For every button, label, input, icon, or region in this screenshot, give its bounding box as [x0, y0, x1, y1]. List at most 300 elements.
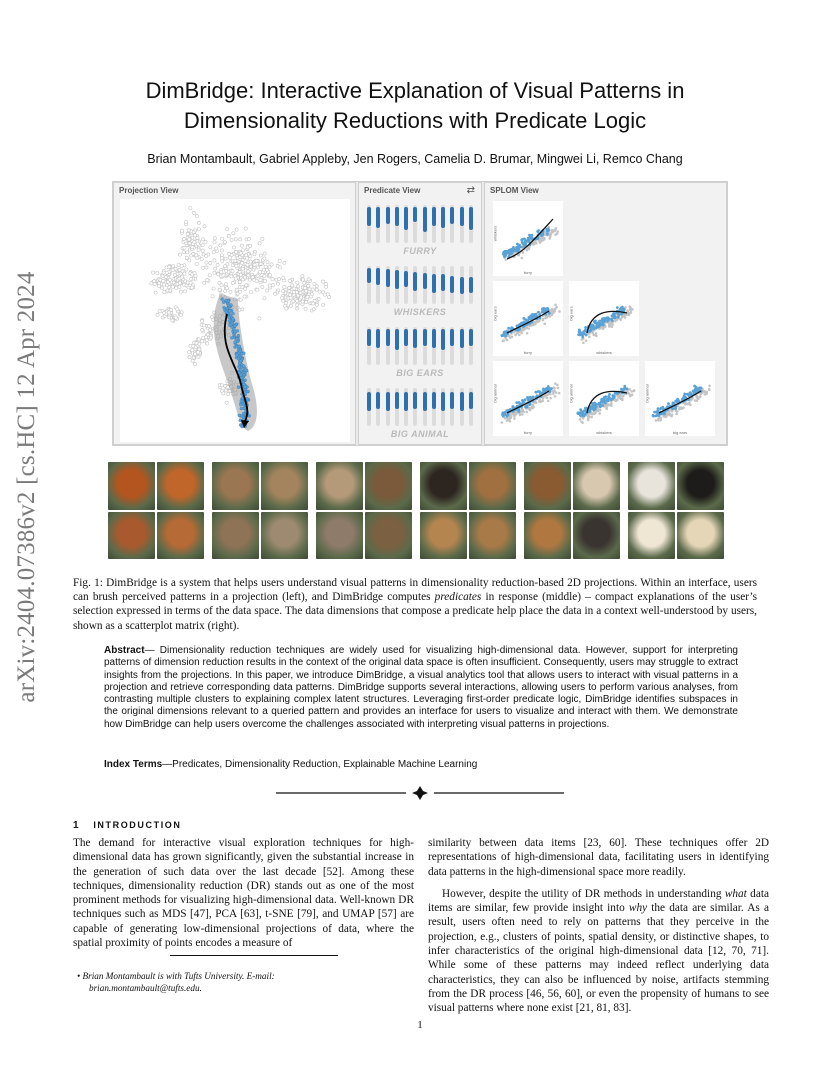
data-point	[201, 340, 204, 343]
splom-point	[668, 414, 671, 417]
data-point	[214, 267, 217, 270]
splom-point	[521, 413, 524, 416]
data-point	[259, 254, 262, 257]
splom-y-label: big animal	[492, 384, 498, 403]
predicate-label: FURRY	[403, 246, 437, 256]
data-point	[167, 311, 170, 314]
abstract-label: Abstract	[104, 645, 145, 656]
selected-point	[221, 298, 224, 301]
swap-icon[interactable]: ⇄	[466, 185, 475, 196]
splom-point	[708, 384, 711, 387]
data-point	[256, 288, 259, 291]
predicate-bar[interactable]	[367, 205, 371, 243]
splom-point	[508, 418, 511, 421]
data-point	[197, 249, 200, 252]
selected-point	[242, 365, 245, 368]
abstract	[104, 645, 738, 731]
data-point	[238, 280, 241, 283]
splom-point-selected	[657, 407, 660, 410]
projection-scatter[interactable]	[120, 199, 350, 442]
selected-point	[238, 362, 241, 365]
splom-point-selected	[652, 414, 655, 417]
data-point	[288, 286, 291, 289]
predicate-bar[interactable]	[441, 205, 445, 243]
data-point	[191, 246, 194, 249]
data-point	[178, 285, 181, 288]
predicate-bar[interactable]	[423, 266, 427, 304]
data-point	[256, 266, 259, 269]
splom-cell[interactable]	[645, 361, 715, 436]
intro-paragraph-1: The demand for interactive visual exploration techniques for high-dimensional data has grown significantly, given the substantial increase in the generation of such data over the last decade [52]. Among these techniques, dimensionality reduction (DR) stands out as one of the most prominent methods for visualizing high-dimensional data. Well-known DR techniques such as MDS [47], PCA [63], t-SNE [79], and UMAP [57] are capable of generating low-dimensional projections of data, where the spatial proximity of points encodes a measure of	[73, 837, 414, 950]
data-point	[206, 278, 209, 281]
splom-point	[520, 332, 523, 335]
splom-point	[506, 419, 509, 422]
predicate-bar[interactable]	[413, 266, 417, 304]
splom-point	[514, 334, 517, 337]
splom-point	[528, 408, 531, 411]
splom-point-selected	[502, 415, 505, 418]
splom-point	[622, 395, 625, 398]
splom-point-selected	[530, 234, 533, 237]
data-point	[311, 288, 314, 291]
data-point	[209, 336, 212, 339]
predicate-bar[interactable]	[432, 388, 436, 426]
splom-point-selected	[593, 405, 596, 408]
data-point	[166, 289, 169, 292]
predicate-bar[interactable]	[404, 205, 408, 243]
splom-point-selected	[601, 399, 604, 402]
predicate-bar[interactable]	[469, 266, 473, 304]
splom-point-selected	[695, 386, 698, 389]
animal-photo-group	[316, 462, 412, 559]
data-point	[248, 278, 251, 281]
splom-point	[629, 309, 632, 312]
selected-point	[225, 310, 228, 313]
data-point	[268, 274, 271, 277]
teaser-figure	[112, 181, 728, 446]
splom-point	[626, 313, 629, 316]
selected-point	[228, 319, 231, 322]
splom-point-selected	[616, 306, 619, 309]
data-point	[300, 296, 303, 299]
data-point	[274, 292, 277, 295]
predicate-bar[interactable]	[450, 266, 454, 304]
data-point	[186, 232, 189, 235]
selected-point	[246, 390, 249, 393]
splom-point	[525, 411, 528, 414]
data-point	[285, 301, 288, 304]
data-point	[164, 275, 167, 278]
predicate-bar[interactable]	[450, 327, 454, 365]
data-point	[308, 288, 311, 291]
data-point	[230, 275, 233, 278]
selected-point	[239, 350, 242, 353]
diamond-ornament-icon	[412, 786, 428, 800]
splom-cell[interactable]	[493, 201, 563, 276]
data-point	[212, 287, 215, 290]
predicate-bar[interactable]	[441, 327, 445, 365]
data-point	[235, 228, 238, 231]
data-point	[282, 276, 285, 279]
predicate-bar[interactable]	[423, 205, 427, 243]
data-point	[244, 254, 247, 257]
data-point	[220, 389, 223, 392]
animal-photo	[365, 462, 412, 510]
splom-point-selected	[518, 401, 521, 404]
data-point	[209, 261, 212, 264]
predicate-bar[interactable]	[413, 388, 417, 426]
splom-point	[556, 232, 559, 235]
animal-photo	[524, 462, 571, 510]
predicate-bar[interactable]	[413, 327, 417, 365]
splom-point-selected	[524, 239, 527, 242]
splom-point	[504, 258, 507, 261]
data-point	[187, 229, 190, 232]
data-point	[191, 349, 194, 352]
selected-point	[244, 368, 247, 371]
animal-photo	[212, 512, 259, 560]
data-point	[192, 211, 195, 214]
splom-point	[616, 398, 619, 401]
data-point	[178, 253, 181, 256]
predicate-bar[interactable]	[441, 388, 445, 426]
animal-photo	[573, 512, 620, 560]
predicate-bar[interactable]	[367, 327, 371, 365]
splom-point-selected	[515, 401, 518, 404]
splom-point-selected	[623, 385, 626, 388]
data-point	[171, 319, 174, 322]
footnote-line-2: brian.montambault@tufts.edu.	[89, 983, 202, 993]
data-point	[205, 342, 208, 345]
data-point	[223, 265, 226, 268]
data-point	[288, 293, 291, 296]
data-point	[226, 228, 229, 231]
splom-point-selected	[597, 322, 600, 325]
data-point	[234, 250, 237, 253]
splom-cell[interactable]	[493, 281, 563, 356]
data-point	[276, 282, 279, 285]
splom-point-selected	[612, 312, 615, 315]
splom-point	[626, 309, 629, 312]
predicate-bar[interactable]	[460, 266, 464, 304]
splom-point	[619, 318, 622, 321]
trend-path	[507, 311, 549, 333]
predicate-bar[interactable]	[367, 266, 371, 304]
splom-point-selected	[578, 412, 581, 415]
splom-point	[522, 251, 525, 254]
data-point	[306, 295, 309, 298]
data-point	[296, 307, 299, 310]
data-point	[289, 296, 292, 299]
predicate-bar[interactable]	[376, 266, 380, 304]
predicate-bar[interactable]	[395, 205, 399, 243]
data-point	[266, 260, 269, 263]
splom-point	[705, 392, 708, 395]
splom-point-selected	[623, 388, 626, 391]
splom-point	[629, 395, 632, 398]
predicate-bar[interactable]	[376, 205, 380, 243]
data-point	[312, 302, 315, 305]
splom-point	[527, 327, 530, 330]
predicate-bar[interactable]	[395, 388, 399, 426]
data-point	[195, 214, 198, 217]
data-point	[196, 351, 199, 354]
splom-point	[523, 328, 526, 331]
splom-point	[538, 320, 541, 323]
predicate-bar[interactable]	[404, 327, 408, 365]
predicate-bar[interactable]	[469, 205, 473, 243]
splom-point-selected	[578, 330, 581, 333]
splom-point-selected	[533, 313, 536, 316]
predicate-bar[interactable]	[450, 388, 454, 426]
predicate-bar[interactable]	[432, 266, 436, 304]
data-point	[241, 249, 244, 252]
predicate-bar[interactable]	[404, 266, 408, 304]
index-terms	[104, 759, 738, 770]
predicate-bar[interactable]	[460, 205, 464, 243]
splom-point-selected	[583, 415, 586, 418]
splom-point-selected	[506, 252, 509, 255]
predicate-bar[interactable]	[395, 327, 399, 365]
predicate-bar[interactable]	[441, 266, 445, 304]
splom-point	[627, 391, 630, 394]
animal-photo	[677, 462, 724, 510]
predicate-group[interactable]	[359, 262, 481, 322]
data-point	[225, 401, 228, 404]
data-point	[189, 281, 192, 284]
splom-point-selected	[532, 396, 535, 399]
predicate-group[interactable]	[359, 384, 481, 444]
data-point	[188, 238, 191, 241]
splom-point-selected	[584, 326, 587, 329]
splom-point	[671, 413, 674, 416]
splom-point	[558, 392, 561, 395]
data-point	[304, 307, 307, 310]
splom-point-selected	[588, 330, 591, 333]
data-point	[218, 288, 221, 291]
data-point	[195, 262, 198, 265]
selected-point	[239, 368, 242, 371]
data-point	[245, 257, 248, 260]
selected-point	[240, 414, 243, 417]
splom-point	[539, 241, 542, 244]
data-point	[232, 246, 235, 249]
abstract-text: — Dimensionality reduction techniques are widely used for visualizing high-dimensional data. However, support for interpreting patterns of dimension reduction results in the context of the original data space is often insufficient. Consequently, users may struggle to extract insights from the projections. In this paper, we introduce DimBridge, a visual analytics tool that allows users to interact with visual patterns in a projection and retrieve corresponding data patterns. DimBridge supports several interactions, allowing users to perform various analyses, from contrasting multiple clusters to explaining complex latent structures. Leveraging first-order predicate logic, DimBridge identifies subspaces in the original dimensions relevant to a queried pattern and provides an interface for users to visualize and interact with them. We demonstrate how DimBridge can help users overcome the challenges associated with interpreting visual patterns in projections.	[104, 645, 738, 730]
p3-text-b: data items are similar, few provide insight into	[428, 887, 769, 915]
selected-point	[227, 304, 230, 307]
section-heading	[73, 820, 182, 831]
data-point	[249, 291, 252, 294]
splom-point-selected	[502, 334, 505, 337]
predicate-bar[interactable]	[469, 327, 473, 365]
splom-cell[interactable]	[569, 281, 639, 356]
data-point	[318, 290, 321, 293]
caption-emphasis: predicates	[434, 591, 482, 604]
data-point	[278, 266, 281, 269]
splom-point	[585, 339, 588, 342]
data-point	[303, 281, 306, 284]
data-point	[255, 259, 258, 262]
predicate-bar[interactable]	[432, 205, 436, 243]
predicate-bar[interactable]	[469, 388, 473, 426]
splom-cell[interactable]	[569, 361, 639, 436]
data-point	[179, 272, 182, 275]
predicate-bar[interactable]	[386, 388, 390, 426]
predicate-group[interactable]	[359, 323, 481, 383]
splom-point-selected	[537, 229, 540, 232]
data-point	[230, 238, 233, 241]
data-point	[322, 303, 325, 306]
splom-y-label: big ears	[568, 306, 574, 321]
data-point	[301, 300, 304, 303]
data-point	[220, 384, 223, 387]
data-point	[205, 339, 208, 342]
data-point	[246, 263, 249, 266]
selected-point	[243, 386, 246, 389]
splom-point-selected	[508, 249, 511, 252]
footnote	[77, 970, 417, 994]
data-point	[247, 270, 250, 273]
splom-point-selected	[667, 402, 670, 405]
splom-point	[547, 400, 550, 403]
data-point	[162, 283, 165, 286]
predicate-bar[interactable]	[386, 205, 390, 243]
animal-photo	[469, 462, 516, 510]
footnote-line-1: • Brian Montambault is with Tufts University. E-mail:	[77, 971, 275, 981]
data-point	[209, 246, 212, 249]
data-point	[220, 284, 223, 287]
splom-point	[609, 322, 612, 325]
predicate-bar[interactable]	[460, 327, 464, 365]
predicate-bar[interactable]	[367, 388, 371, 426]
splom-point-selected	[589, 407, 592, 410]
splom-point-selected	[611, 319, 614, 322]
predicate-group[interactable]	[359, 201, 481, 261]
splom-point-selected	[526, 406, 529, 409]
animal-photo	[420, 462, 467, 510]
splom-point-selected	[626, 387, 629, 390]
predicate-bar[interactable]	[386, 327, 390, 365]
predicate-bar[interactable]	[423, 388, 427, 426]
predicate-bar[interactable]	[404, 388, 408, 426]
data-point	[241, 267, 244, 270]
splom-point-selected	[517, 408, 520, 411]
data-point	[229, 290, 232, 293]
splom-point-selected	[545, 307, 548, 310]
splom-point	[595, 335, 598, 338]
intro-paragraph-2: similarity between data items [23, 60]. These techniques offer 2D representations of high-dimensional data, facilitating users in identifying data patterns in the high-dimensional space more readily.	[428, 837, 769, 878]
splom-x-label: big ears	[672, 430, 688, 435]
splom-y-label: big animal	[568, 384, 574, 403]
data-point	[212, 251, 215, 254]
selected-point	[238, 345, 241, 348]
splom-view-panel	[484, 182, 727, 445]
projection-view-panel	[113, 182, 356, 445]
data-point	[168, 316, 171, 319]
splom-point-selected	[613, 316, 616, 319]
predicate-bar[interactable]	[376, 327, 380, 365]
splom-point-selected	[577, 333, 580, 336]
p3-em-why: why	[628, 902, 648, 915]
predicate-label: BIG ANIMAL	[390, 429, 450, 439]
data-point	[192, 344, 195, 347]
data-point	[201, 238, 204, 241]
data-point	[186, 251, 189, 254]
splom-point-selected	[692, 390, 695, 393]
projection-view-title: Projection View	[119, 186, 179, 195]
predicate-bar[interactable]	[423, 327, 427, 365]
data-point	[241, 286, 244, 289]
data-point	[249, 265, 252, 268]
selected-point	[234, 341, 237, 344]
splom-y-label: big animal	[644, 384, 650, 403]
splom-point	[513, 417, 516, 420]
predicate-bar[interactable]	[395, 266, 399, 304]
data-point	[205, 261, 208, 264]
data-point	[223, 241, 226, 244]
data-point	[196, 236, 199, 239]
splom-point	[500, 421, 503, 424]
data-point	[152, 271, 155, 274]
predicate-bar[interactable]	[432, 327, 436, 365]
data-point	[174, 316, 177, 319]
index-terms-label: Index Terms	[104, 759, 163, 770]
data-point	[180, 264, 183, 267]
predicate-view-title: Predicate View	[364, 186, 421, 195]
data-point	[221, 260, 224, 263]
data-point	[215, 247, 218, 250]
splom-point	[629, 312, 632, 315]
data-point	[243, 295, 246, 298]
animal-photo-group	[628, 462, 724, 559]
splom-point	[598, 412, 601, 415]
data-point	[189, 206, 192, 209]
splom-point	[543, 238, 546, 241]
data-point	[292, 291, 295, 294]
p3-text-a: However, despite the utility of DR methods in understanding	[442, 887, 725, 900]
predicate-bar[interactable]	[460, 388, 464, 426]
data-point	[171, 285, 174, 288]
data-point	[220, 237, 223, 240]
splom-cell[interactable]	[493, 361, 563, 436]
data-point	[193, 362, 196, 365]
data-point	[190, 286, 193, 289]
splom-point-selected	[608, 317, 611, 320]
data-point	[190, 277, 193, 280]
splom-point	[511, 335, 514, 338]
splom-point	[539, 400, 542, 403]
splom-point-selected	[521, 399, 524, 402]
animal-photo-group	[420, 462, 516, 559]
predicate-bar[interactable]	[376, 388, 380, 426]
data-point	[216, 263, 219, 266]
data-point	[168, 265, 171, 268]
data-point	[307, 284, 310, 287]
predicate-bar[interactable]	[450, 205, 454, 243]
splom-point	[628, 388, 631, 391]
splom-point	[609, 404, 612, 407]
data-point	[220, 256, 223, 259]
predicate-bar[interactable]	[386, 266, 390, 304]
data-point	[259, 278, 262, 281]
selected-point	[233, 330, 236, 333]
section-divider	[276, 786, 564, 800]
data-point	[197, 355, 200, 358]
data-point	[192, 252, 195, 255]
data-point	[235, 288, 238, 291]
data-point	[239, 251, 242, 254]
predicate-bar[interactable]	[413, 205, 417, 243]
